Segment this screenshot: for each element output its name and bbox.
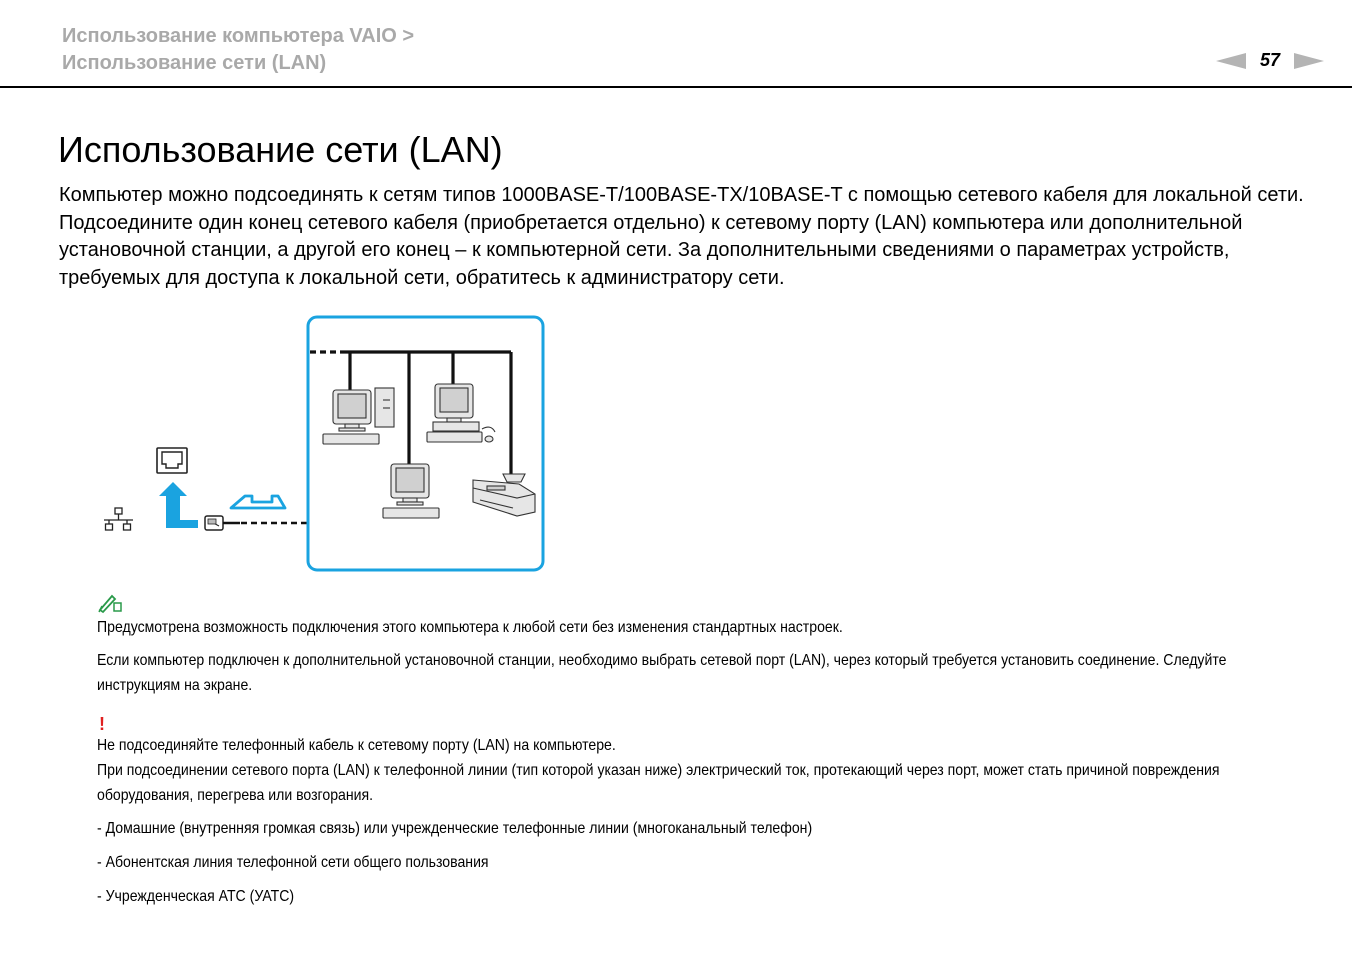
lan-cable-symbol-icon: [231, 496, 285, 508]
desktop-computer-icon: [323, 388, 394, 444]
warning-exclamation-icon: !: [99, 714, 105, 734]
page-navigation: [1216, 50, 1324, 71]
warning-text: При подсоединении сетевого порта (LAN) к телефонной линии (тип которой указан ниже) электрический ток, протекающий через порт, может стать причиной повреждения оборудования, перегрева или возгорания.: [97, 762, 1220, 804]
note-text: Предусмотрена возможность подключения этого компьютера к любой сети без изменения стандартных настроек.: [97, 619, 843, 636]
arrow-up-icon: [159, 482, 198, 528]
breadcrumb-current: Использование сети (LAN): [62, 52, 327, 74]
note-pencil-icon: [97, 592, 123, 614]
note-text: Если компьютер подключен к дополнительной установочной станции, необходимо выбрать сетевой порт (LAN), через который требуется установить соединение. Следуйте инструкциям на экране.: [97, 652, 1227, 694]
page-title: Использование сети (LAN): [58, 129, 503, 170]
desktop-computer-icon: [427, 384, 495, 442]
triangle-right-icon[interactable]: [1294, 53, 1324, 69]
list-item: - Учрежденческая АТС (УАТС): [97, 888, 295, 905]
page-number: 57: [1259, 50, 1280, 70]
lan-plug-icon: [205, 516, 240, 530]
intro-paragraph: Компьютер можно подсоединять к сетям типов 1000BASE-T/100BASE-TX/10BASE-T с помощью сетевого кабеля для локальной сети. Подсоедините один конец сетевого кабеля (приобретается отдельно) к сетевому порту (LAN) компьютера или дополнительной установочной станции, а другой его конец – к компьютерной сети. За дополнительными сведениями о параметрах устройств, требуемых для доступа к локальной сети, обратитесь к администратору сети.: [59, 184, 1304, 289]
printer-icon: [473, 474, 535, 516]
lan-connection-diagram: [95, 312, 555, 577]
desktop-computer-icon: [383, 464, 439, 518]
breadcrumb: [62, 23, 414, 77]
network-symbol-icon: [104, 508, 133, 530]
list-item: - Домашние (внутренняя громкая связь) или учрежденческие телефонные линии (многоканальный телефон): [97, 820, 813, 837]
lan-port-icon: [157, 448, 187, 473]
header-divider: [0, 86, 1352, 88]
breadcrumb-parent[interactable]: Использование компьютера VAIO >: [62, 25, 415, 47]
triangle-left-icon[interactable]: [1216, 53, 1246, 69]
list-item: - Абонентская линия телефонной сети общего пользования: [97, 854, 489, 871]
warning-text: Не подсоединяйте телефонный кабель к сетевому порту (LAN) на компьютере.: [97, 737, 616, 754]
